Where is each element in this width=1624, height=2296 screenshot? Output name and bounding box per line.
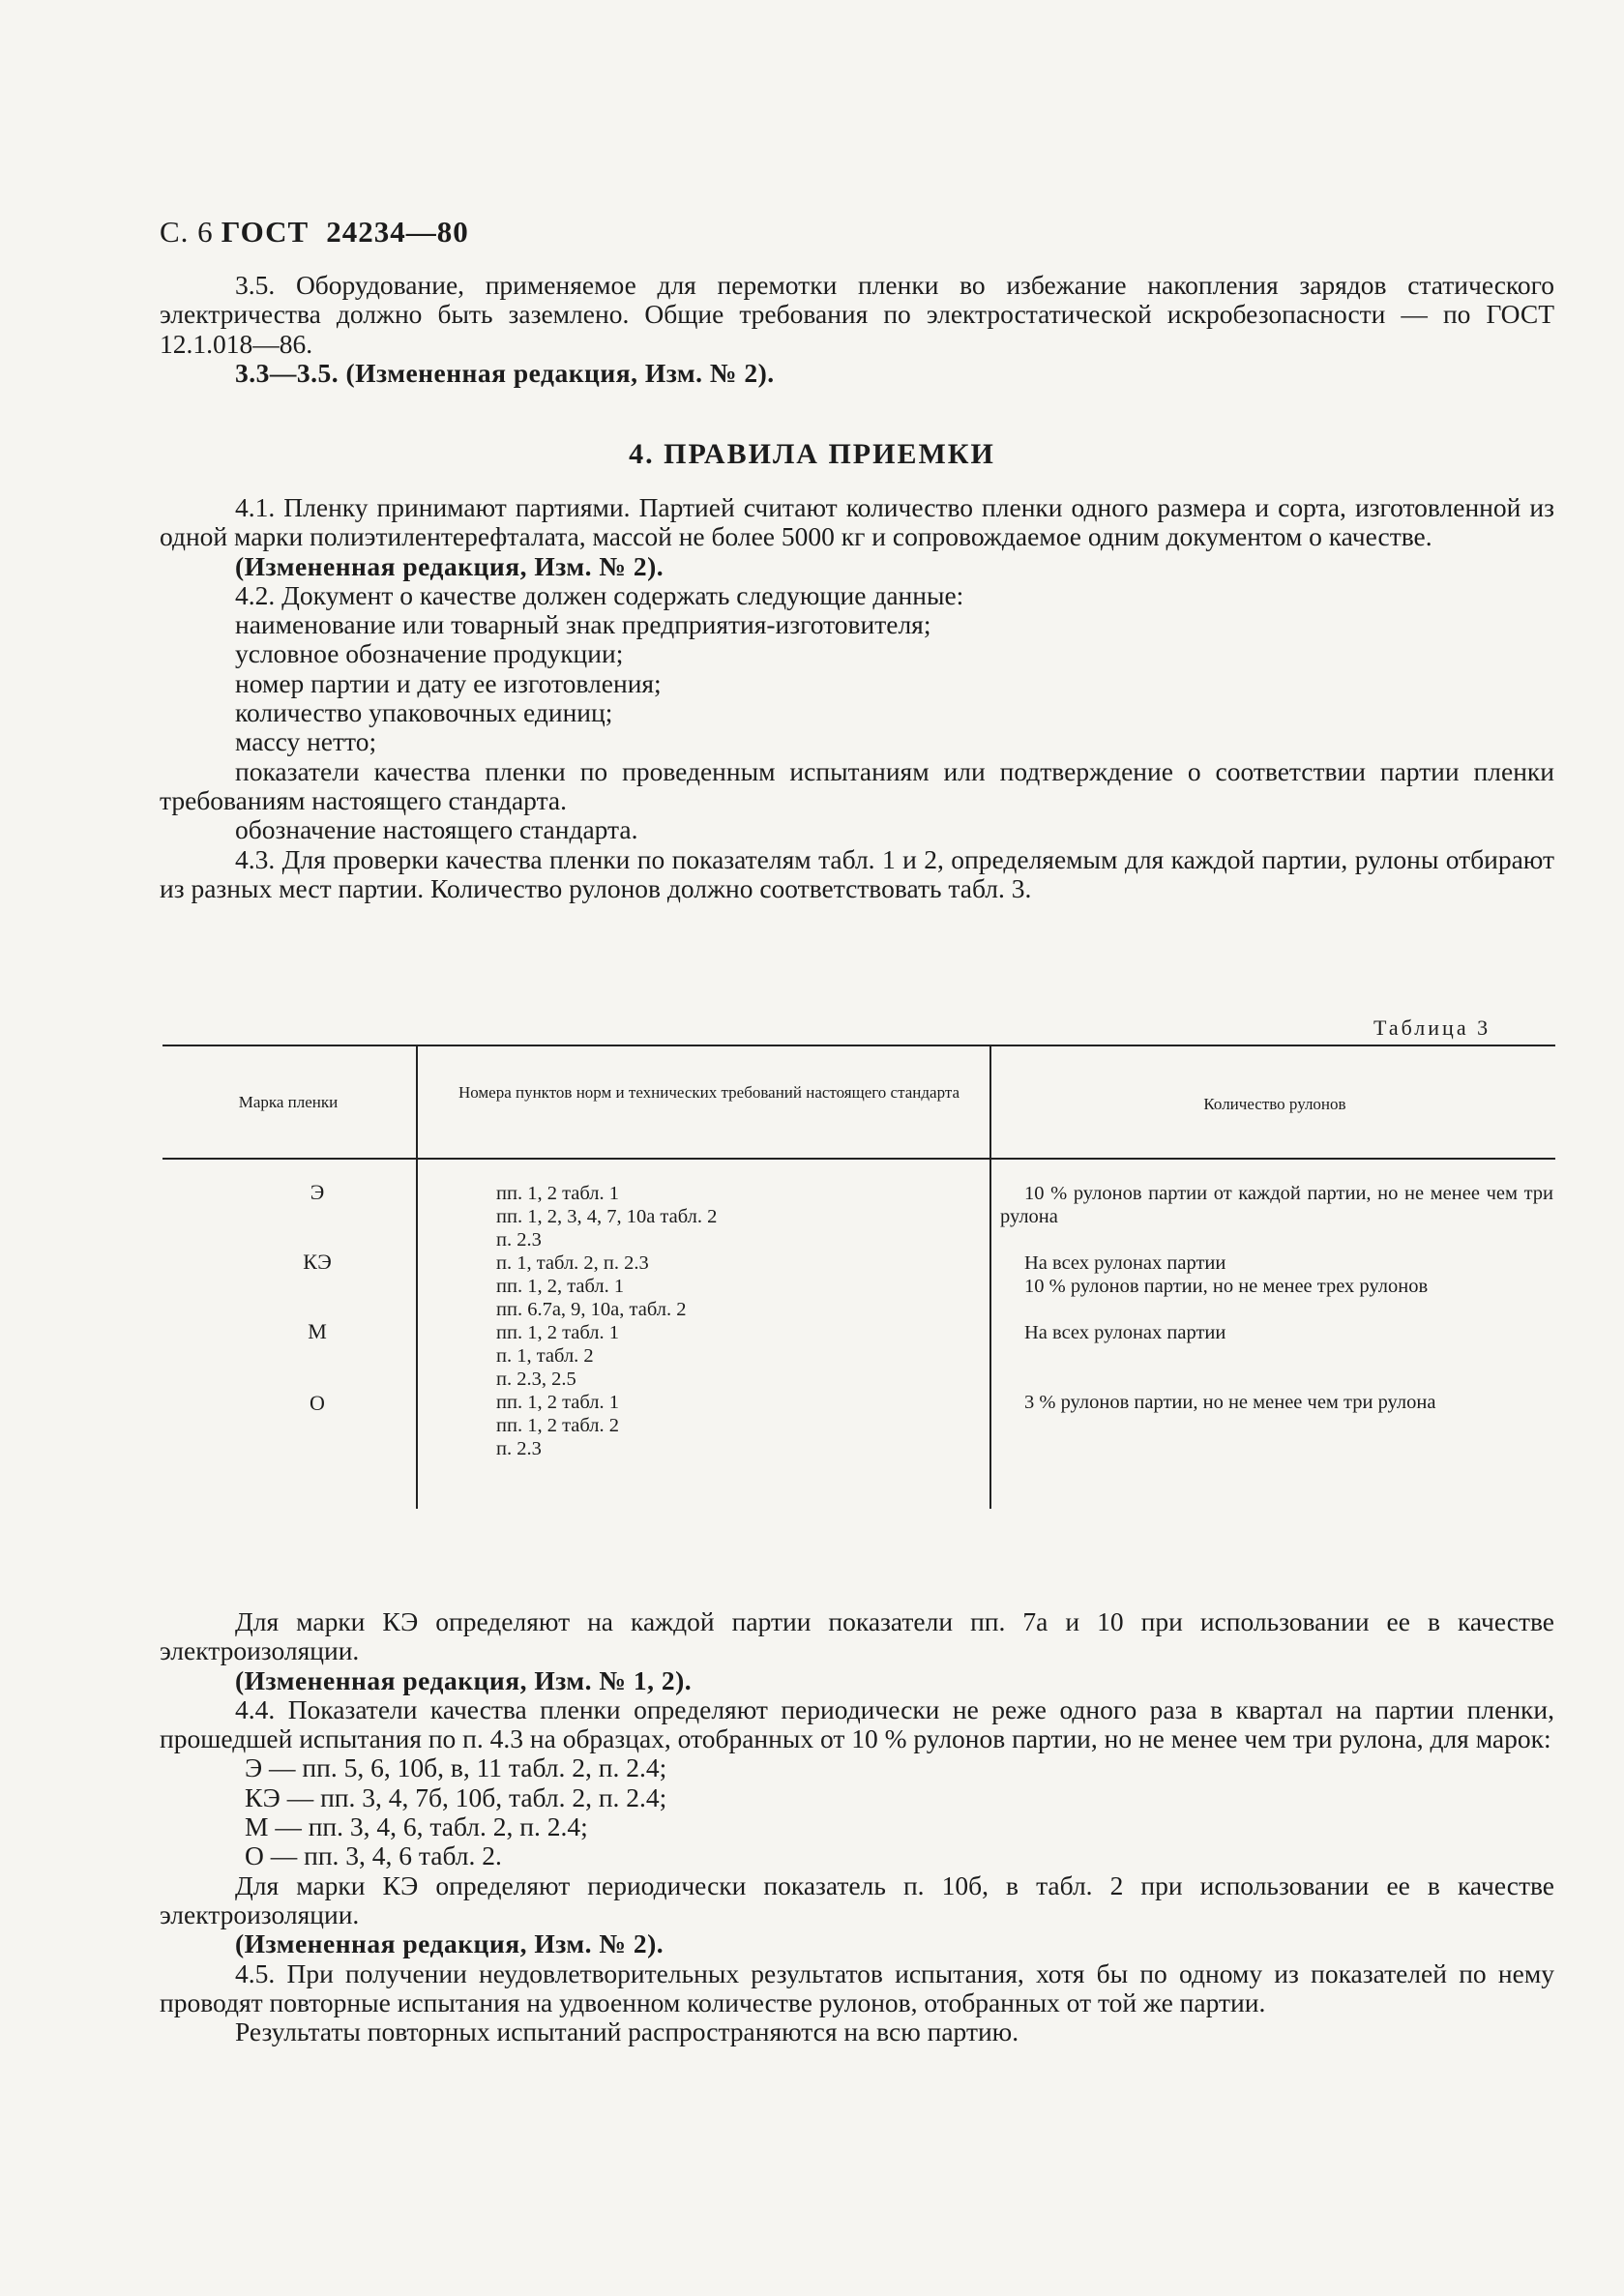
table-cell-items: пп. 6.7а, 9, 10а, табл. 2 bbox=[496, 1299, 687, 1320]
table-cell-mark: М bbox=[308, 1319, 327, 1343]
list-item: КЭ — пп. 3, 4, 7б, 10б, табл. 2, п. 2.4; bbox=[245, 1781, 667, 1812]
section-title: 4. ПРАВИЛА ПРИЕМКИ bbox=[629, 438, 995, 470]
paragraph-4-4: 4.4. Показатели качества пленки определяют периодически не реже одного раза в квартал на партии пленки, прошедшей испытания по п. 4.3 на образцах, отобранных от 10 % рулонов партии, но не менее чем три рулона, для марок: bbox=[160, 1693, 1554, 1754]
table-col-divider bbox=[989, 1045, 991, 1509]
table-cell-items: пп. 1, 2 табл. 1 bbox=[496, 1183, 620, 1204]
edit-note-ke: (Измененная редакция, Изм. № 1, 2). bbox=[235, 1664, 693, 1695]
paragraph-4-5: 4.5. При получении неудовлетворительных результатов испытания, хотя бы по одному из показателей по нему проводят повторные испытания на удвоенном количестве рулонов, отобранных от той же партии. bbox=[160, 1957, 1554, 2017]
paragraph-4-2: 4.2. Документ о качестве должен содержать следующие данные: bbox=[235, 579, 964, 610]
standard-label: ГОСТ bbox=[221, 215, 310, 249]
paragraph-3-5: 3.5. Оборудование, применяемое для перемотки пленки во избежание накопления зарядов статического электричества должно быть заземлено. Общие требования по электростатической искробезопасности — по ГОСТ 12.1.018—86. bbox=[160, 270, 1554, 359]
table-cell-items: пп. 1, 2 табл. 2 bbox=[496, 1415, 620, 1436]
qty-text: 10 % рулонов партии, но не менее трех рулонов bbox=[1024, 1276, 1429, 1297]
table-cell-items: пп. 1, 2 табл. 1 bbox=[496, 1322, 620, 1343]
intro-block bbox=[160, 271, 1554, 388]
table-cell-mark: КЭ bbox=[303, 1250, 332, 1274]
paragraph-ke-periodic: Для марки КЭ определяют периодически показатель п. 10б, в табл. 2 при использовании ее в качестве электроизоляции. bbox=[160, 1869, 1554, 1929]
table-header-qty: Количество рулонов bbox=[1203, 1095, 1346, 1113]
qty-text: На всех рулонах партии bbox=[1024, 1322, 1226, 1343]
edit-note-3-3: 3.3—3.5. (Измененная редакция, Изм. № 2). bbox=[235, 357, 775, 388]
table-cell-mark: Э bbox=[310, 1180, 325, 1204]
table-cell-qty bbox=[1000, 1252, 1553, 1276]
list-item: количество упаковочных единиц; bbox=[235, 697, 613, 728]
table-cell-items: п. 2.3 bbox=[496, 1438, 542, 1459]
table-cell-items: пп. 1, 2, 3, 4, 7, 10а табл. 2 bbox=[496, 1206, 718, 1227]
paragraph-4-1: 4.1. Пленку принимают партиями. Партией считают количество пленки одного размера и сорта, изготовленной из одной марки полиэтилентерефталата, массой не более 5000 кг и сопровождаемое одним документом о качестве. bbox=[160, 492, 1554, 552]
table-top-rule bbox=[162, 1045, 1555, 1046]
list-item: показатели качества пленки по проведенным испытаниям или подтверждение о соответствии партии пленки требованиям настоящего стандарта. bbox=[160, 755, 1554, 815]
list-item: О — пп. 3, 4, 6 табл. 2. bbox=[245, 1840, 502, 1871]
table-header-rule bbox=[162, 1158, 1555, 1160]
paragraph-4-3: 4.3. Для проверки качества пленки по показателям табл. 1 и 2, определяемым для каждой партии, рулоны отбирают из разных мест партии. Количество рулонов должно соответствовать табл. 3. bbox=[160, 843, 1554, 903]
page-header bbox=[160, 215, 469, 250]
section-4-block bbox=[160, 493, 1554, 903]
table-col-divider bbox=[416, 1045, 418, 1509]
list-item: Э — пп. 5, 6, 10б, в, 11 табл. 2, п. 2.4; bbox=[245, 1752, 667, 1783]
section-4-continued bbox=[160, 1607, 1554, 2046]
table-caption: Таблица 3 bbox=[1373, 1016, 1491, 1040]
table-cell-items: пп. 1, 2 табл. 1 bbox=[496, 1392, 620, 1413]
list-item: условное обозначение продукции; bbox=[235, 638, 624, 669]
qty-text: 10 % рулонов партии от каждой партии, но не менее чем три рулона bbox=[1000, 1183, 1553, 1227]
qty-text: На всех рулонах партии bbox=[1024, 1252, 1226, 1274]
paragraph-ke: Для марки КЭ определяют на каждой партии показатели пп. 7а и 10 при использовании ее в качестве электроизоляции. bbox=[160, 1606, 1554, 1666]
table-cell-items: п. 1, табл. 2 bbox=[496, 1345, 594, 1367]
table-3 bbox=[162, 1045, 1555, 1509]
table-cell-items: п. 1, табл. 2, п. 2.3 bbox=[496, 1252, 649, 1274]
table-cell-items: п. 2.3 bbox=[496, 1229, 542, 1251]
table-cell-qty bbox=[1000, 1322, 1553, 1345]
paragraph-4-5-result: Результаты повторных испытаний распространяются на всю партию. bbox=[235, 2016, 1019, 2047]
table-cell-items: п. 2.3, 2.5 bbox=[496, 1369, 576, 1390]
list-item: массу нетто; bbox=[235, 726, 377, 757]
list-item: М — пп. 3, 4, 6, табл. 2, п. 2.4; bbox=[245, 1811, 588, 1842]
list-item: номер партии и дату ее изготовления; bbox=[235, 667, 662, 698]
edit-note-4-1: (Измененная редакция, Изм. № 2). bbox=[235, 550, 664, 581]
table-cell-qty bbox=[1000, 1276, 1553, 1299]
edit-note-4-4: (Измененная редакция, Изм. № 2). bbox=[235, 1928, 664, 1959]
table-cell-qty bbox=[1000, 1392, 1553, 1415]
qty-text: 3 % рулонов партии, но не менее чем три рулона bbox=[1024, 1392, 1436, 1413]
standard-number: 24234—80 bbox=[326, 215, 469, 249]
table-header-items: Номера пунктов норм и технических требований настоящего стандарта bbox=[458, 1083, 960, 1102]
table-header-mark: Марка пленки bbox=[238, 1093, 339, 1111]
table-cell-qty bbox=[1000, 1183, 1553, 1229]
list-item: наименование или товарный знак предприятия-изготовителя; bbox=[235, 609, 931, 640]
table-cell-items: пп. 1, 2, табл. 1 bbox=[496, 1276, 625, 1297]
table-cell-mark: О bbox=[310, 1391, 325, 1415]
list-item: обозначение настоящего стандарта. bbox=[235, 814, 638, 845]
page-number: С. 6 bbox=[160, 215, 214, 249]
